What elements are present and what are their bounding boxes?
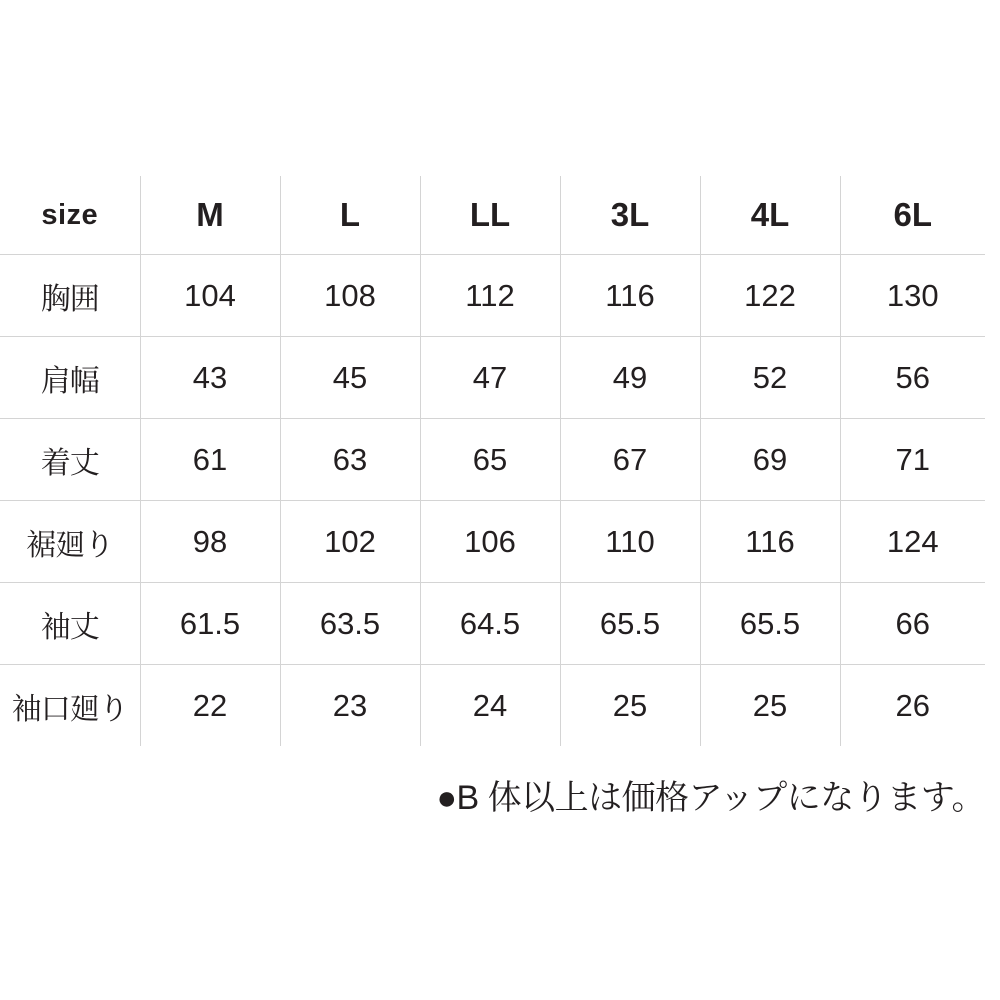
cell-chest-3l: 116 <box>560 255 700 337</box>
cell-hem-l: 102 <box>280 501 420 583</box>
row-label-length: 着丈 <box>0 419 140 501</box>
cell-length-3l: 67 <box>560 419 700 501</box>
cell-length-6l: 71 <box>840 419 985 501</box>
table-row <box>0 419 985 501</box>
column-header-m: M <box>140 176 280 255</box>
column-header-4l: 4L <box>700 176 840 255</box>
column-header-ll: LL <box>420 176 560 255</box>
cell-cuff-l: 23 <box>280 665 420 747</box>
table-row <box>0 583 985 665</box>
price-note: ●B 体以上は価格アップになります。 <box>436 779 985 817</box>
table-corner-label: size <box>0 176 140 255</box>
cell-chest-m: 104 <box>140 255 280 337</box>
table-row <box>0 337 985 419</box>
table-header <box>0 176 985 255</box>
cell-shoulder-6l: 56 <box>840 337 985 419</box>
cell-hem-6l: 124 <box>840 501 985 583</box>
table-row <box>0 255 985 337</box>
cell-hem-ll: 106 <box>420 501 560 583</box>
cell-shoulder-3l: 49 <box>560 337 700 419</box>
cell-length-ll: 65 <box>420 419 560 501</box>
cell-hem-4l: 116 <box>700 501 840 583</box>
cell-length-4l: 69 <box>700 419 840 501</box>
cell-cuff-ll: 24 <box>420 665 560 747</box>
cell-cuff-3l: 25 <box>560 665 700 747</box>
cell-sleeve-ll: 64.5 <box>420 583 560 665</box>
cell-cuff-m: 22 <box>140 665 280 747</box>
column-header-l: L <box>280 176 420 255</box>
cell-chest-ll: 112 <box>420 255 560 337</box>
table-row <box>0 501 985 583</box>
row-label-hem: 裾廻り <box>0 501 140 583</box>
size-table <box>0 176 985 746</box>
row-label-shoulder: 肩幅 <box>0 337 140 419</box>
cell-shoulder-ll: 47 <box>420 337 560 419</box>
column-header-3l: 3L <box>560 176 700 255</box>
cell-cuff-4l: 25 <box>700 665 840 747</box>
cell-sleeve-3l: 65.5 <box>560 583 700 665</box>
row-label-cuff: 袖口廻り <box>0 665 140 747</box>
table-header-row <box>0 176 985 255</box>
cell-chest-6l: 130 <box>840 255 985 337</box>
column-header-6l: 6L <box>840 176 985 255</box>
cell-hem-3l: 110 <box>560 501 700 583</box>
row-label-chest: 胸囲 <box>0 255 140 337</box>
cell-chest-l: 108 <box>280 255 420 337</box>
cell-shoulder-m: 43 <box>140 337 280 419</box>
cell-length-m: 61 <box>140 419 280 501</box>
table-row <box>0 665 985 747</box>
cell-hem-m: 98 <box>140 501 280 583</box>
cell-cuff-6l: 26 <box>895 687 930 723</box>
cell-sleeve-m: 61.5 <box>140 583 280 665</box>
cell-shoulder-4l: 52 <box>700 337 840 419</box>
cell-chest-4l: 122 <box>700 255 840 337</box>
cell-sleeve-4l: 65.5 <box>700 583 840 665</box>
cell-sleeve-6l: 66 <box>840 583 985 665</box>
cell-sleeve-l: 63.5 <box>280 583 420 665</box>
row-label-sleeve: 袖丈 <box>0 583 140 665</box>
cell-shoulder-l: 45 <box>280 337 420 419</box>
cell-length-l: 63 <box>280 419 420 501</box>
table-body <box>0 255 985 747</box>
